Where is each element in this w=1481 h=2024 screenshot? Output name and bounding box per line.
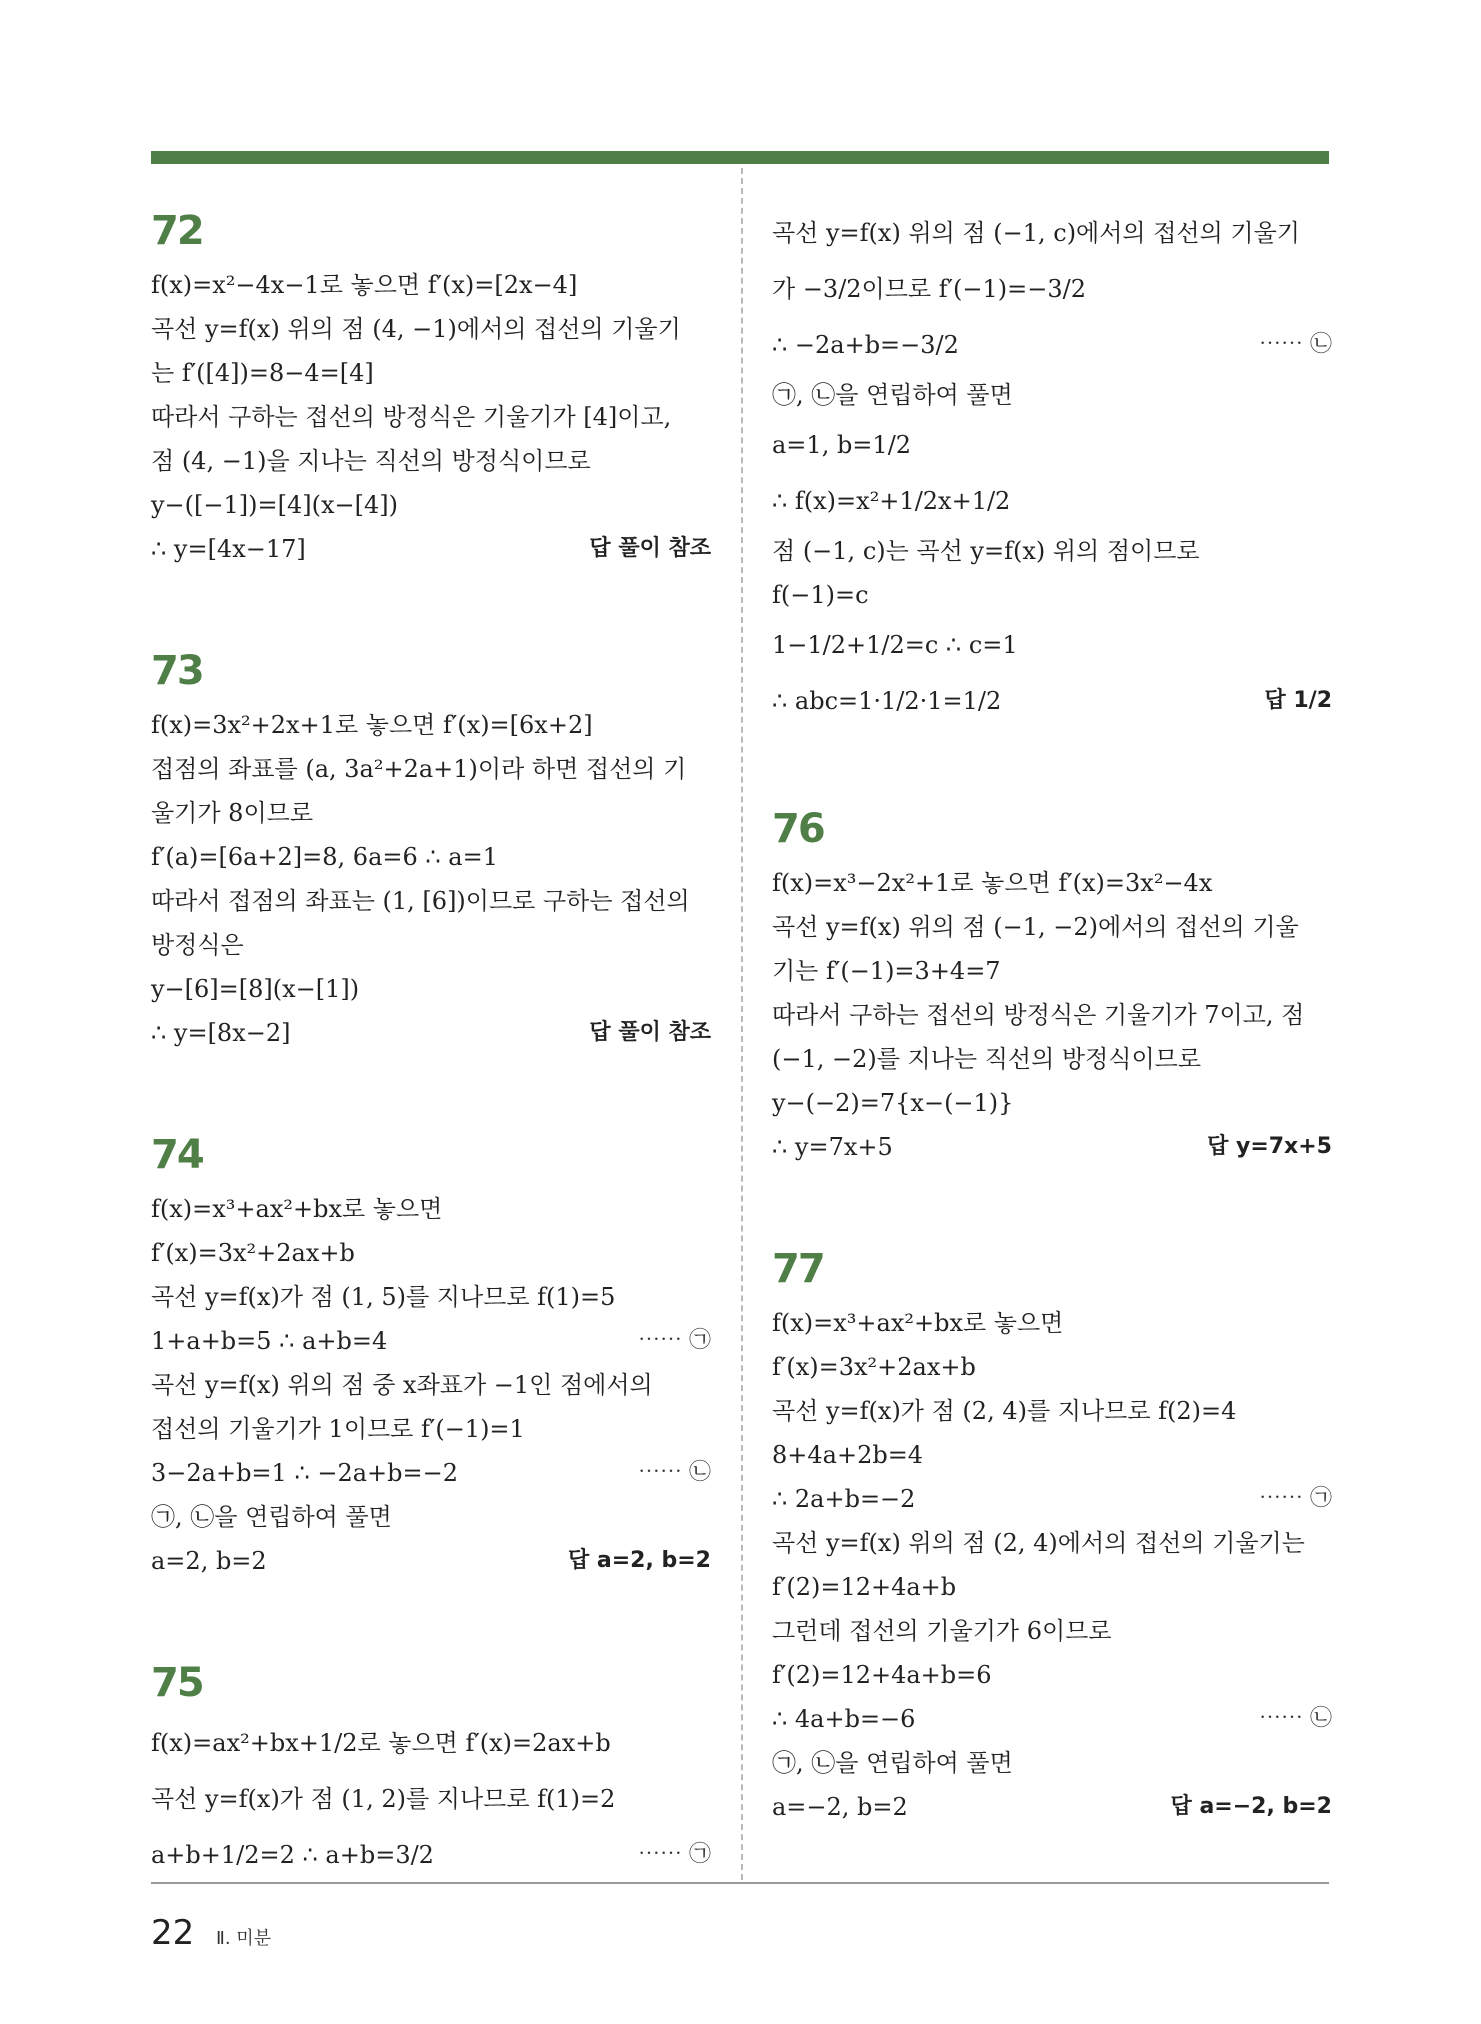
solution-line: 그런데 접선의 기울기가 6이므로 xyxy=(772,1617,1112,1645)
solution-line: y−(−2)=7{x−(−1)} xyxy=(772,1089,1014,1117)
solution-line: f(x)=x³+ax²+bx로 놓으면 xyxy=(772,1309,1064,1337)
solution-line: 기는 f′(−1)=3+4=7 xyxy=(772,957,1001,985)
solution-line: 곡선 y=f(x)가 점 (1, 2)를 지나므로 f(1)=2 xyxy=(151,1785,616,1813)
solution-line: 곡선 y=f(x) 위의 점 (4, −1)에서의 접선의 기울기 xyxy=(151,315,681,343)
problem-77 xyxy=(772,1243,1332,1829)
solution-line: 따라서 구하는 접선의 방정식은 기울기가 7이고, 점 xyxy=(772,1001,1305,1029)
solution-line: ∴ y=[8x−2] 답 풀이 참조 xyxy=(151,1011,711,1055)
answer-label: 답 a=−2, b=2 xyxy=(1170,1794,1332,1819)
solution-line: ∴ y=7x+5 답 y=7x+5 xyxy=(772,1125,1332,1169)
right-column xyxy=(772,205,1332,1829)
page-number: 22 xyxy=(151,1913,195,1953)
solution-line: 따라서 접점의 좌표는 (1, [6])이므로 구하는 접선의 xyxy=(151,887,690,915)
problem-76 xyxy=(772,803,1332,1169)
solution-line: ∴ 2a+b=−2 ⋯⋯ ㉠ xyxy=(772,1477,1332,1521)
solution-line: ∴ y=[4x−17] 답 풀이 참조 xyxy=(151,527,711,571)
answer-label: 답 풀이 참조 xyxy=(589,1020,711,1045)
solution-line: 접점의 좌표를 (a, 3a²+2a+1)이라 하면 접선의 기 xyxy=(151,755,687,783)
solution-line: ∴ f(x)=x²+1/2x+1/2 xyxy=(772,487,1011,515)
spacer xyxy=(151,1583,711,1657)
solution-line: f(x)=x³−2x²+1로 놓으면 f′(x)=3x²−4x xyxy=(772,869,1213,897)
answer-label: 답 y=7x+5 xyxy=(1207,1134,1332,1159)
solution-line: f(−1)=c xyxy=(772,581,869,609)
equation-tag: ⋯⋯ ㉠ xyxy=(1259,1486,1332,1511)
problem-73 xyxy=(151,645,711,1055)
solution-line: 점 (−1, c)는 곡선 y=f(x) 위의 점이므로 xyxy=(772,537,1200,565)
solution-line: ∴ abc=1·1/2·1=1/2 답 1/2 xyxy=(772,673,1332,729)
solution-line: a=2, b=2 답 a=2, b=2 xyxy=(151,1539,711,1583)
equation-tag: ⋯⋯ ㉠ xyxy=(638,1842,711,1867)
spacer xyxy=(151,1055,711,1129)
answer-label: 답 1/2 xyxy=(1264,688,1332,713)
solution-line: 곡선 y=f(x)가 점 (1, 5)를 지나므로 f(1)=5 xyxy=(151,1283,616,1311)
problem-74 xyxy=(151,1129,711,1583)
solution-line: 1−1/2+1/2=c ∴ c=1 xyxy=(772,631,1018,659)
solution-line: y−[6]=[8](x−[1]) xyxy=(151,975,360,1003)
solution-line: 점 (4, −1)을 지나는 직선의 방정식이므로 xyxy=(151,447,591,475)
solution-line: f(x)=3x²+2x+1로 놓으면 f′(x)=[6x+2] xyxy=(151,711,593,739)
solution-line: 곡선 y=f(x) 위의 점 중 x좌표가 −1인 점에서의 xyxy=(151,1371,653,1399)
solution-line: f′(x)=3x²+2ax+b xyxy=(772,1353,976,1381)
spacer xyxy=(772,729,1332,803)
equation-tag: ⋯⋯ ㉡ xyxy=(638,1460,711,1485)
solution-line: f(x)=x²−4x−1로 놓으면 f′(x)=[2x−4] xyxy=(151,271,578,299)
column-divider xyxy=(741,168,743,1880)
problem-number: 74 xyxy=(151,1132,203,1178)
solution-line: 1+a+b=5 ∴ a+b=4 ⋯⋯ ㉠ xyxy=(151,1319,711,1363)
solution-line: 8+4a+2b=4 xyxy=(772,1441,924,1469)
solution-line: 는 f′([4])=8−4=[4] xyxy=(151,359,374,387)
solution-line: a=−2, b=2 답 a=−2, b=2 xyxy=(772,1785,1332,1829)
problem-number: 76 xyxy=(772,806,824,852)
solution-line: 울기가 8이므로 xyxy=(151,799,314,827)
left-column xyxy=(151,205,711,1883)
solution-line: ㉠, ㉡을 연립하여 풀면 xyxy=(772,1749,1013,1777)
equation-tag: ⋯⋯ ㉡ xyxy=(1259,1706,1332,1731)
spacer xyxy=(151,571,711,645)
problem-number: 73 xyxy=(151,648,203,694)
top-color-bar xyxy=(151,151,1329,164)
solution-line: f′(a)=[6a+2]=8, 6a=6 ∴ a=1 xyxy=(151,843,498,871)
equation-tag: ⋯⋯ ㉡ xyxy=(1259,332,1332,357)
problem-72 xyxy=(151,205,711,571)
problem-number: 72 xyxy=(151,208,203,254)
problem-75-continued xyxy=(772,205,1332,729)
solution-line: 접선의 기울기가 1이므로 f′(−1)=1 xyxy=(151,1415,525,1443)
solution-line: a=1, b=1/2 xyxy=(772,431,912,459)
problem-number: 77 xyxy=(772,1246,824,1292)
answer-label: 답 a=2, b=2 xyxy=(567,1548,711,1573)
solution-line: a+b+1/2=2 ∴ a+b=3/2 ⋯⋯ ㉠ xyxy=(151,1827,711,1883)
solution-line: 곡선 y=f(x) 위의 점 (2, 4)에서의 접선의 기울기는 xyxy=(772,1529,1305,1557)
solution-line: ∴ 4a+b=−6 ⋯⋯ ㉡ xyxy=(772,1697,1332,1741)
solution-line: 곡선 y=f(x) 위의 점 (−1, −2)에서의 접선의 기울 xyxy=(772,913,1299,941)
solution-line: y−([−1])=[4](x−[4]) xyxy=(151,491,398,519)
solution-line: f′(x)=3x²+2ax+b xyxy=(151,1239,355,1267)
solution-line: 방정식은 xyxy=(151,931,244,959)
footer-rule xyxy=(151,1882,1329,1884)
solution-line: f(x)=x³+ax²+bx로 놓으면 xyxy=(151,1195,443,1223)
solution-line: 곡선 y=f(x) 위의 점 (−1, c)에서의 접선의 기울기 xyxy=(772,219,1300,247)
solution-line: ∴ −2a+b=−3/2 ⋯⋯ ㉡ xyxy=(772,317,1332,373)
solution-line: 3−2a+b=1 ∴ −2a+b=−2 ⋯⋯ ㉡ xyxy=(151,1451,711,1495)
chapter-label: Ⅱ. 미분 xyxy=(216,1928,272,1949)
solution-line: ㉠, ㉡을 연립하여 풀면 xyxy=(151,1503,392,1531)
solution-line: (−1, −2)를 지나는 직선의 방정식이므로 xyxy=(772,1045,1202,1073)
solution-line: f′(2)=12+4a+b=6 xyxy=(772,1661,992,1689)
solution-line: 따라서 구하는 접선의 방정식은 기울기가 [4]이고, xyxy=(151,403,672,431)
spacer xyxy=(772,1169,1332,1243)
solution-line: 가 −3/2이므로 f′(−1)=−3/2 xyxy=(772,275,1087,303)
problem-number: 75 xyxy=(151,1660,203,1706)
equation-tag: ⋯⋯ ㉠ xyxy=(638,1328,711,1353)
problem-75 xyxy=(151,1657,711,1883)
solution-line: ㉠, ㉡을 연립하여 풀면 xyxy=(772,381,1013,409)
answer-label: 답 풀이 참조 xyxy=(589,536,711,561)
solution-line: f(x)=ax²+bx+1/2로 놓으면 f′(x)=2ax+b xyxy=(151,1729,611,1757)
solution-line: 곡선 y=f(x)가 점 (2, 4)를 지나므로 f(2)=4 xyxy=(772,1397,1237,1425)
solution-line: f′(2)=12+4a+b xyxy=(772,1573,957,1601)
